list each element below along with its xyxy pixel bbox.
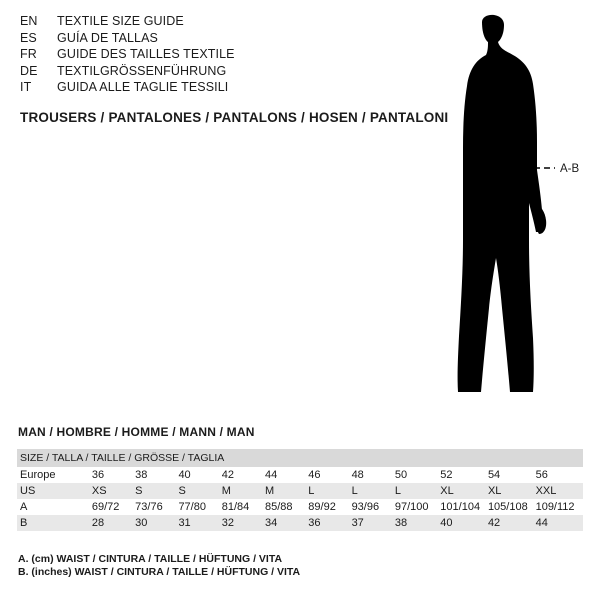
- language-row: [20, 31, 320, 48]
- footnotes: [18, 553, 300, 579]
- footnote-a: A. (cm) WAIST / CINTURA / TAILLE / HÜFTUNG / VITA: [18, 553, 283, 565]
- row-label: US: [17, 483, 92, 499]
- cell: 48: [351, 469, 364, 481]
- cell: 52: [440, 469, 453, 481]
- cell: L: [308, 483, 351, 499]
- row-label: Europe: [20, 469, 56, 481]
- cell: 105/108: [487, 501, 528, 513]
- table-caption: MAN / HOMBRE / HOMME / MANN / MAN: [18, 425, 255, 439]
- cell: M: [222, 483, 265, 499]
- cell: 89/92: [308, 501, 336, 513]
- footnote-b: B. (inches) WAIST / CINTURA / TAILLE / HÜFTUNG / VITA: [18, 566, 301, 578]
- cell: 37: [352, 515, 395, 531]
- table-header-row: [17, 449, 583, 467]
- table-row: [17, 483, 583, 499]
- language-title: GUIDA ALLE TAGLIE TESSILI: [57, 80, 229, 94]
- language-code: FR: [20, 47, 37, 61]
- cell: S: [135, 483, 178, 499]
- cell: 44: [265, 469, 278, 481]
- table-header-label: SIZE / TALLA / TAILLE / GRÖSSE / TAGLIA: [17, 449, 583, 467]
- language-row: [20, 14, 320, 31]
- cell: 30: [135, 515, 178, 531]
- language-title: TEXTILGRÖSSENFÜHRUNG: [57, 63, 227, 78]
- cell: 81/84: [221, 501, 250, 513]
- language-code: DE: [20, 63, 38, 78]
- language-row: [20, 64, 320, 81]
- row-label: B: [17, 515, 92, 531]
- cell: 44: [536, 515, 583, 531]
- cell: 42: [488, 515, 536, 531]
- cell: XL: [488, 483, 536, 499]
- cell: 85/88: [265, 501, 293, 513]
- cell: XL: [440, 483, 488, 499]
- cell: 54: [487, 469, 501, 481]
- mannequin-figure: [400, 8, 600, 408]
- cell: 31: [178, 515, 221, 531]
- mannequin-silhouette-icon: [400, 8, 600, 408]
- cell: 109/112: [535, 501, 575, 513]
- cell: 32: [222, 515, 265, 531]
- language-header: [20, 14, 320, 97]
- cell: 38: [135, 469, 148, 481]
- cell: XS: [92, 483, 135, 499]
- language-code: ES: [20, 30, 37, 45]
- row-label: A: [20, 501, 28, 513]
- cell: 42: [221, 469, 234, 481]
- language-row: [20, 47, 320, 64]
- size-table: [17, 449, 583, 531]
- cell: 101/104: [440, 501, 481, 513]
- cell: 93/96: [351, 501, 380, 513]
- cell: 38: [395, 515, 440, 531]
- cell: M: [265, 483, 308, 499]
- cell: 28: [92, 515, 135, 531]
- language-code: IT: [20, 80, 32, 94]
- cell: 73/76: [135, 501, 163, 513]
- language-code: EN: [20, 14, 38, 28]
- cell: 97/100: [394, 501, 429, 513]
- cell: 69/72: [91, 501, 120, 513]
- cell: 34: [265, 515, 308, 531]
- language-title: GUIDE DES TAILLES TEXTILE: [57, 47, 235, 61]
- measure-label: A-B: [560, 163, 580, 175]
- cell: L: [395, 483, 440, 499]
- table-row: [17, 499, 583, 515]
- cell: 46: [308, 469, 321, 481]
- table-row: [17, 467, 583, 483]
- cell: 40: [178, 469, 191, 481]
- cell: 77/80: [178, 501, 206, 513]
- cell: L: [352, 483, 395, 499]
- cell: 40: [440, 515, 488, 531]
- language-row: [20, 80, 320, 97]
- cell: XXL: [536, 483, 583, 499]
- language-title: GUÍA DE TALLAS: [57, 30, 158, 45]
- cell: S: [178, 483, 221, 499]
- cell: 36: [91, 469, 105, 481]
- language-title: TEXTILE SIZE GUIDE: [57, 14, 184, 28]
- section-title: TROUSERS / PANTALONES / PANTALONS / HOSEN / PANTALONI: [20, 110, 449, 125]
- cell: 36: [308, 515, 351, 531]
- table-row: [17, 515, 583, 531]
- cell: 50: [394, 469, 408, 481]
- cell: 56: [535, 469, 548, 481]
